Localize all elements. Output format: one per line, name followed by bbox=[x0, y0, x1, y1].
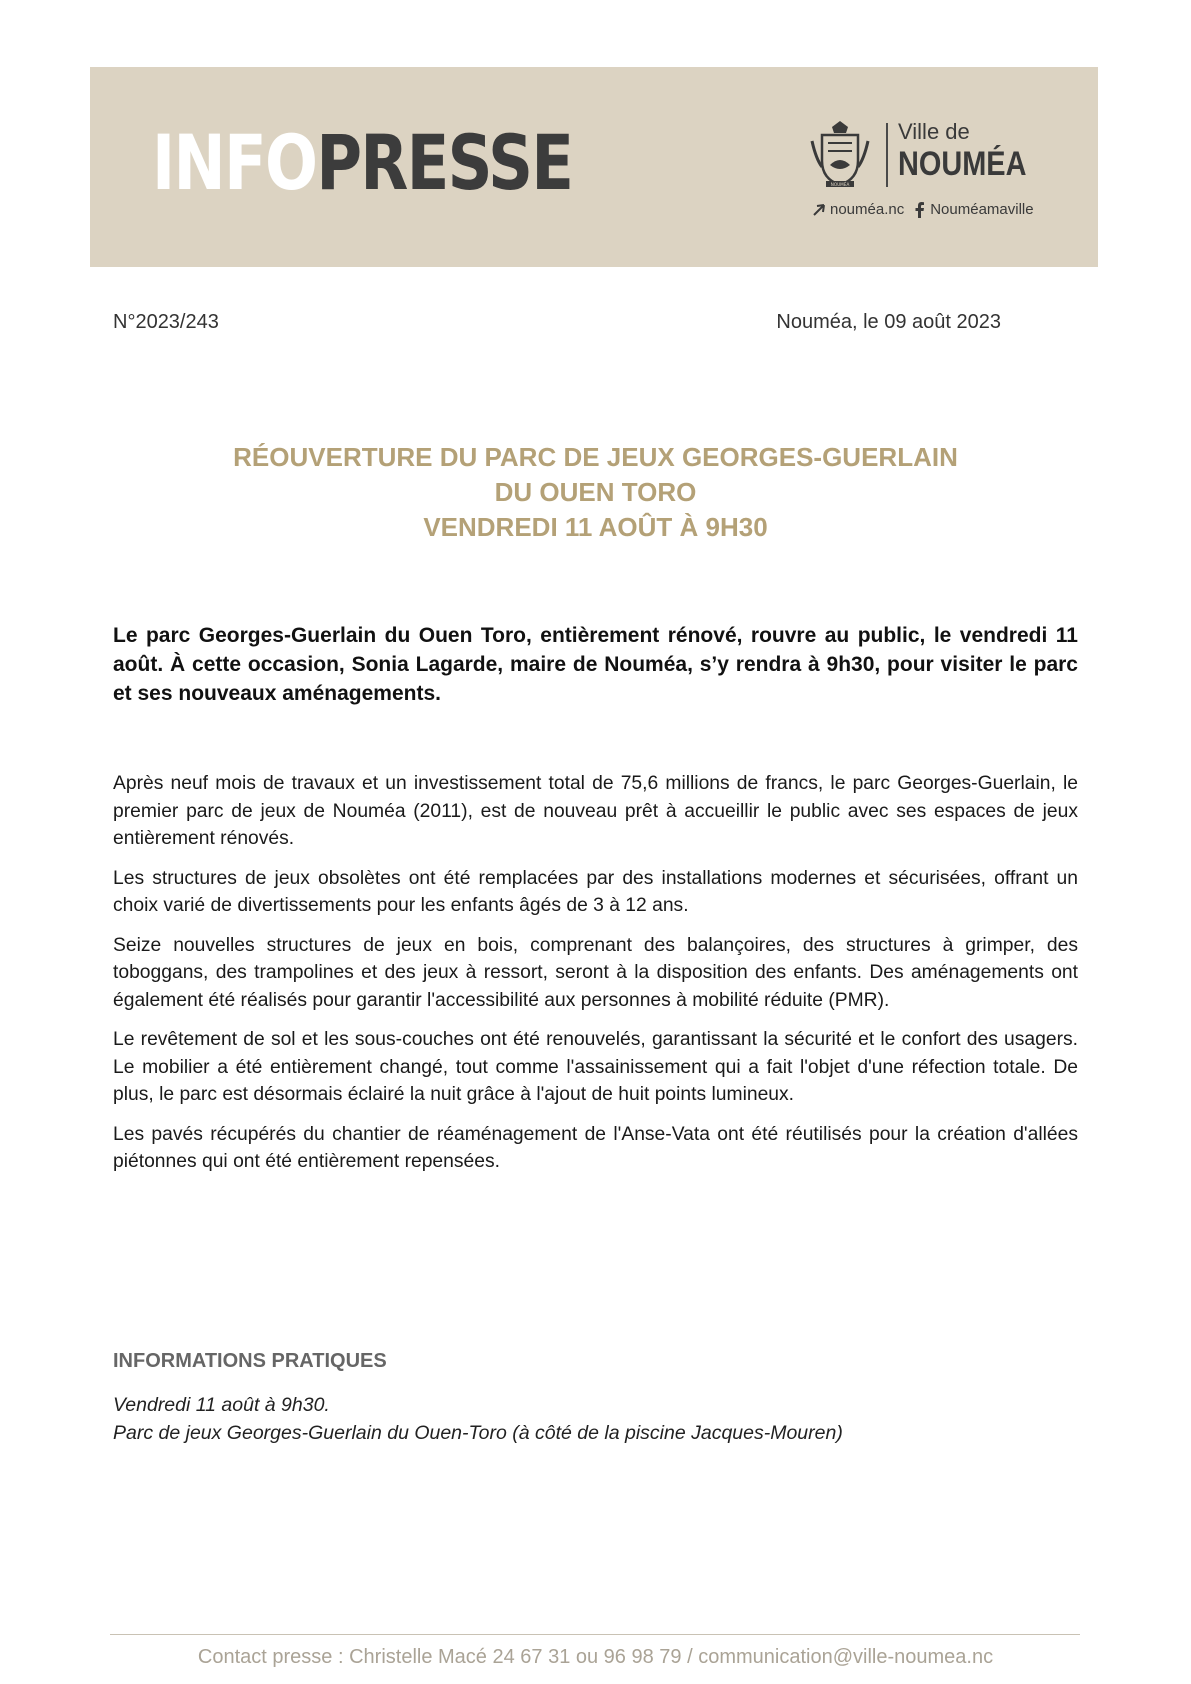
headline bbox=[100, 440, 1091, 545]
footer-divider bbox=[110, 1634, 1080, 1635]
body-paragraph: Le revêtement de sol et les sous-couches ont été renouvelés, garantissant la sécurité et le confort des usagers. Le mobilier a été entièrement changé, tout comme l'assainissement qui a fait l'objet d'une réfection totale. De plus, le parc est désormais éclairé la nuit grâce à l'ajout de huit points lumineux. bbox=[113, 1029, 1078, 1105]
logo-website: nouméa.nc bbox=[830, 201, 905, 218]
body-paragraph: Après neuf mois de travaux et un investissement total de 75,6 millions de francs, le parc Georges-Guerlain, le premier parc de jeux de Nouméa (2011), est de nouveau prêt à accueillir le public avec ses espaces de jeux entièrement rénovés. bbox=[113, 773, 1078, 849]
headline-line-1: RÉOUVERTURE DU PARC DE JEUX GEORGES-GUERLAIN bbox=[233, 442, 958, 472]
logo-social-links bbox=[812, 201, 1034, 218]
brand-word-presse: PRESSE bbox=[316, 118, 573, 207]
press-release-number: N°2023/243 bbox=[113, 311, 219, 333]
city-logo bbox=[810, 121, 1040, 221]
lead-paragraph: Le parc Georges-Guerlain du Ouen Toro, entièrement rénové, rouvre au public, le vendredi 11 août. À cette occasion, Sonia Lagarde, maire de Nouméa, s’y rendra à 9h30, pour visiter le parc et ses nouveaux aménagements. bbox=[113, 624, 1078, 705]
body-paragraph: Seize nouvelles structures de jeux en bois, comprenant des balançoires, des structures à grimper, des toboggans, des trampolines et des jeux à ressort, seront à la disposition des enfants. Des aménagements ont également été réalisés pour garantir l'accessibilité aux personnes à mobilité réduite (PMR). bbox=[113, 934, 1078, 1011]
practical-info-location: Parc de jeux Georges-Guerlain du Ouen-Toro (à côté de la piscine Jacques-Mouren) bbox=[113, 1421, 843, 1444]
header-banner bbox=[90, 67, 1098, 267]
body-paragraph: Les structures de jeux obsolètes ont été remplacées par des installations modernes et sécurisées, offrant un choix varié de divertissements pour les enfants âgés de 3 à 12 ans. bbox=[113, 867, 1078, 916]
body-paragraph: Les pavés récupérés du chantier de réaménagement de l'Anse-Vata ont été réutilisés pour la création d'allées piétonnes qui ont été entièrement repensées. bbox=[113, 1123, 1078, 1172]
brand-word-info: INFO bbox=[152, 118, 317, 207]
logo-divider bbox=[886, 123, 888, 187]
press-contact: Contact presse : Christelle Macé 24 67 31 ou 96 98 79 / communication@ville-noumea.nc bbox=[197, 1646, 994, 1668]
brand-title bbox=[152, 118, 573, 207]
logo-facebook-handle: Nouméamaville bbox=[930, 201, 1034, 218]
practical-info bbox=[113, 1392, 843, 1447]
practical-info-date: Vendredi 11 août à 9h30. bbox=[113, 1394, 330, 1416]
facebook-icon bbox=[914, 202, 926, 218]
crest-banner-text: NOUMÉA bbox=[830, 182, 850, 187]
dateline: Nouméa, le 09 août 2023 bbox=[776, 311, 1001, 333]
city-crest-icon bbox=[810, 121, 870, 189]
cursor-arrow-icon bbox=[812, 203, 826, 217]
headline-line-3: VENDREDI 11 AOÛT À 9H30 bbox=[423, 512, 768, 542]
body-text bbox=[113, 770, 1078, 1188]
logo-ville-label: Ville de bbox=[898, 119, 970, 144]
practical-info-heading: INFORMATIONS PRATIQUES bbox=[113, 1350, 387, 1372]
headline-line-2: DU OUEN TORO bbox=[494, 477, 697, 507]
logo-city-name: NOUMÉA bbox=[898, 145, 1027, 183]
